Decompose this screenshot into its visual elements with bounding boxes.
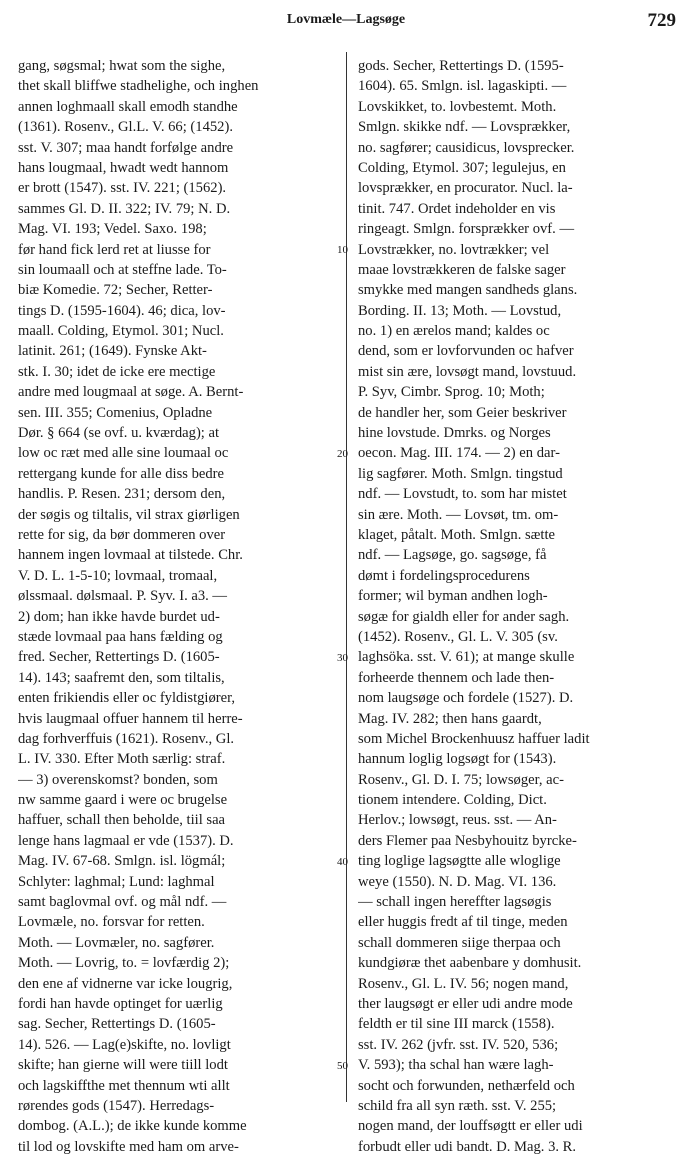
text-line: andre med lougmaal at søge. A. Bernt- <box>18 384 244 401</box>
right-column <box>358 56 680 1157</box>
text-line: 2) dom; han ikke havde burdet ud- <box>18 608 220 625</box>
text-line: schild fra all syn ræth. sst. V. 255; <box>358 1097 557 1114</box>
text-line: V. D. L. 1-5-10; lovmaal, tromaal, <box>18 567 218 584</box>
text-line: Lovstrækker, no. lovtrækker; vel <box>358 241 550 258</box>
page-header <box>0 10 692 40</box>
text-line: sin loumaall och at steffne lade. To- <box>18 261 227 278</box>
text-line: fordi han havde optinget for uærlig <box>18 995 223 1012</box>
text-line: hans lougmaal, hwadt wedt hannom <box>18 159 229 176</box>
text-line: rørendes gods (1547). Herredags- <box>18 1097 215 1114</box>
text-line: eller huggis fredt af til tinge, meden <box>358 914 568 931</box>
text-line: ølssmaal. dølsmaal. P. Syv. I. a3. — <box>18 588 228 605</box>
text-line: søgæ for gialdh eller for ander sagh. <box>358 608 570 625</box>
text-line: nogen mand, der louffsøgtt er eller udi <box>358 1118 583 1135</box>
text-line: schall dommeren siige therpaa och <box>358 934 561 951</box>
line-number: 40 <box>337 855 348 868</box>
text-line: lovsprækker, en procurator. Nucl. la- <box>358 180 573 197</box>
text-line: klaget, påtalt. Moth. Smlgn. sætte <box>358 526 556 543</box>
text-line: no. sagfører; causidicus, lovsprecker. <box>358 139 575 156</box>
text-line: socht och forwunden, nethærfeld och <box>358 1077 575 1094</box>
text-line: Dør. § 664 (se ovf. u. kværdag); at <box>18 425 220 442</box>
text-line: Moth. — Lovrig, to. = lovfærdig 2); <box>18 955 230 972</box>
text-line: former; wil byman andhen logh- <box>358 588 548 605</box>
text-line: latinit. 261; (1649). Fynske Akt- <box>18 343 207 360</box>
text-line: Mag. VI. 193; Vedel. Saxo. 198; <box>18 221 207 238</box>
text-line: 14). 143; saafremt den, som tiltalis, <box>18 669 225 686</box>
line-number: 50 <box>337 1059 348 1072</box>
text-line: sammes Gl. D. II. 322; IV. 79; N. D. <box>18 200 231 217</box>
text-line: Smlgn. skikke ndf. — Lovsprækker, <box>358 119 571 136</box>
text-line: thet skall bliffwe stadhelighe, och inghen <box>18 78 259 95</box>
text-line: dend, som er lovforvunden oc hafver <box>358 343 574 360</box>
text-line: annen loghmaall skall emodh standhe <box>18 98 238 115</box>
text-line: Herlov.; lowsøgt, reus. sst. — An- <box>358 812 557 829</box>
text-line: stk. I. 30; idet de icke ere mectige <box>18 363 216 380</box>
text-line: laghsöka. sst. V. 61); at mange skulle <box>358 649 575 666</box>
text-line: sst. V. 307; maa handt forfølge andre <box>18 139 234 156</box>
text-line: 1604). 65. Smlgn. isl. lagaskipti. — <box>358 78 567 95</box>
text-line: hannem ingen lovmaal at tilstede. Chr. <box>18 547 243 564</box>
text-line: haffuer, schall then beholde, tiil saa <box>18 812 226 829</box>
text-line: der søgis og tiltalis, vil strax giørligen <box>18 506 240 523</box>
text-line: Lovskikket, to. lovbestemt. Moth. <box>358 98 557 115</box>
column-divider <box>346 52 347 1102</box>
text-line: ndf. — Lagsøge, go. sagsøge, få <box>358 547 547 564</box>
text-line: (1452). Rosenv., Gl. L. V. 305 (sv. <box>358 628 558 645</box>
text-line: dombog. (A.L.); de ikke kunde komme <box>18 1118 247 1135</box>
page-number: 729 <box>647 10 676 31</box>
text-line: Moth. — Lovmæler, no. sagfører. <box>18 934 215 951</box>
text-line: lig sagfører. Moth. Smlgn. tingstud <box>358 465 563 482</box>
text-line: oecon. Mag. III. 174. — 2) en dar- <box>358 445 560 462</box>
text-line: biæ Komedie. 72; Secher, Retter- <box>18 282 213 299</box>
text-line: V. 593); tha schal han wære lagh- <box>358 1057 554 1074</box>
line-number: 20 <box>337 447 348 460</box>
text-line: Mag. IV. 67-68. Smlgn. isl. lögmál; <box>18 853 226 870</box>
text-line: rettergang kunde for alle diss bedre <box>18 465 224 482</box>
text-line: enten frikiendis eller oc fyldistgiører, <box>18 690 236 707</box>
text-line: er brott (1547). sst. IV. 221; (1562). <box>18 180 227 197</box>
text-line: forheerde thennem och lade then- <box>358 669 555 686</box>
text-line: nom laugsøge och fordele (1527). D. <box>358 690 574 707</box>
text-line: hine lovstude. Dmrks. og Norges <box>358 425 551 442</box>
text-line: tings D. (1595-1604). 46; dica, lov- <box>18 302 226 319</box>
text-line: L. IV. 330. Efter Moth særlig: straf. <box>18 751 226 768</box>
text-line: Colding, Etymol. 307; legulejus, en <box>358 159 566 176</box>
text-line: 14). 526. — Lag(e)skifte, no. lovligt <box>18 1036 231 1053</box>
text-line: stæde lovmaal paa hans fælding og <box>18 628 223 645</box>
text-line: maall. Colding, Etymol. 301; Nucl. <box>18 323 224 340</box>
text-line: dag forhverffuis (1621). Rosenv., Gl. <box>18 730 235 747</box>
text-line: gang, søgsmal; hwat som the sighe, <box>18 58 226 74</box>
text-line: samt baglovmal ovf. og mål ndf. — <box>18 894 227 911</box>
text-line: — 3) overenskomst? bonden, som <box>18 771 218 788</box>
text-line: feldth er til sine III marck (1558). <box>358 1016 555 1033</box>
text-line: smykke med mangen sandheds glans. <box>358 282 578 299</box>
text-line: ting loglige lagsøgtte alle wloglige <box>358 853 561 870</box>
text-line: sst. IV. 262 (jvfr. sst. IV. 520, 536; <box>358 1036 559 1053</box>
text-line: fred. Secher, Rettertings D. (1605- <box>18 649 220 666</box>
text-line: ders Flemer paa Nesbyhouitz byrcke- <box>358 832 577 849</box>
text-line: no. 1) en ærelos mand; kaldes oc <box>358 323 550 340</box>
text-line: nw samme gaard i were oc brugelse <box>18 792 228 809</box>
text-line: handlis. P. Resen. 231; dersom den, <box>18 486 226 503</box>
text-line: som Michel Brockenhuusz haffuer ladit <box>358 730 590 747</box>
text-line: P. Syv, Cimbr. Sprog. 10; Moth; <box>358 384 545 401</box>
text-line: ther laugsøgt er eller udi andre mode <box>358 995 573 1012</box>
text-line: ndf. — Lovstudt, to. som har mistet <box>358 486 567 503</box>
text-line: weye (1550). N. D. Mag. VI. 136. <box>358 873 557 890</box>
text-line: til lod og lovskifte med ham om arve- <box>18 1138 239 1155</box>
text-line: sag. Secher, Rettertings D. (1605- <box>18 1016 216 1033</box>
text-line: gods. Secher, Rettertings D. (1595- <box>358 58 564 74</box>
text-line: Schlyter: laghmal; Lund: laghmal <box>18 873 215 890</box>
text-line: Mag. IV. 282; then hans gaardt, <box>358 710 542 727</box>
text-line: før hand fick lerd ret at liusse for <box>18 241 211 258</box>
running-head: Lovmæle—Lagsøge <box>286 12 406 27</box>
text-line: Rosenv., Gl. D. I. 75; lowsøger, ac- <box>358 771 564 788</box>
text-line: skifte; han gierne will were tiill lodt <box>18 1057 228 1074</box>
text-line: lenge hans lagmaal er vde (1537). D. <box>18 832 234 849</box>
text-line: den ene af vidnerne var icke lougrig, <box>18 975 233 992</box>
text-line: Rosenv., Gl. L. IV. 56; nogen mand, <box>358 975 569 992</box>
text-line: Bording. II. 13; Moth. — Lovstud, <box>358 302 562 319</box>
text-line: hannum loglig logsøgt for (1543). <box>358 751 557 768</box>
text-line: — schall ingen hereffter lagsøgis <box>358 894 552 911</box>
text-line: och lagskiffthe met thennum wti allt <box>18 1077 230 1094</box>
text-line: kundgiøræ thet aabenbare y domhusit. <box>358 955 582 972</box>
text-line: tinit. 747. Ordet indeholder en vis <box>358 200 556 217</box>
left-column <box>18 56 340 1157</box>
text-line: sin ære. Moth. — Lovsøt, tm. om- <box>358 506 559 523</box>
text-line: ringeagt. Smlgn. forsprækker ovf. — <box>358 221 575 238</box>
text-line: low oc ræt med alle sine loumaal oc <box>18 445 229 462</box>
text-line: maae lovstrækkeren de falske sager <box>358 261 566 278</box>
text-line: rette for sig, da bør dommeren over <box>18 526 226 543</box>
text-line: (1361). Rosenv., Gl.L. V. 66; (1452). <box>18 119 233 136</box>
text-line: de handler her, som Geier beskriver <box>358 404 567 421</box>
text-line: mist sin ære, lovsøgt mand, lovstuud. <box>358 363 577 380</box>
text-line: hvis laugmaal offuer hannem til herre- <box>18 710 243 727</box>
line-number: 10 <box>337 243 348 256</box>
text-line: dømt i fordelingsprocedurens <box>358 567 530 584</box>
text-line: forbudt eller udi bandt. D. Mag. 3. R. <box>358 1138 577 1155</box>
text-line: Lovmæle, no. forsvar for retten. <box>18 914 205 931</box>
text-line: tionem intendere. Colding, Dict. <box>358 792 547 809</box>
text-line: sen. III. 355; Comenius, Opladne <box>18 404 213 421</box>
line-number: 30 <box>337 651 348 664</box>
